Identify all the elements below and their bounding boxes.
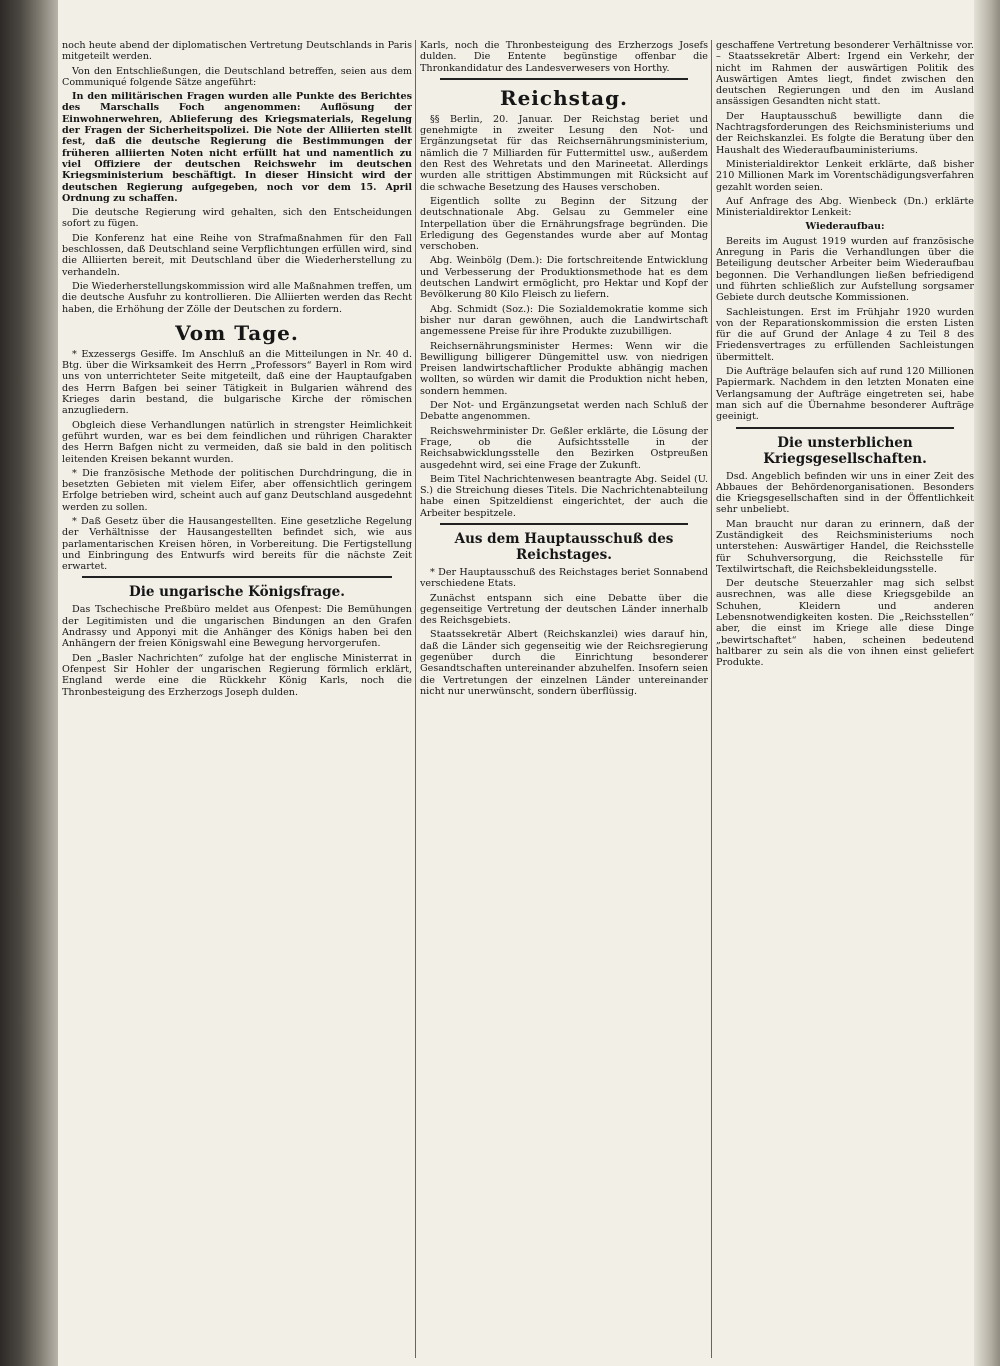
paragraph: Die Wiederherstellungskommission wird alle Maßnahmen treffen, um die deutsche Ausfuhr zu kontrollieren. Die Alliierten werden das Recht haben, die Erhöhung der Zölle der Deutschen zu fordern.: [62, 280, 412, 315]
subsection-label-wiederaufbau: Wiederaufbau:: [805, 221, 885, 233]
section-divider: [736, 427, 954, 429]
paragraph: Der Hauptausschuß bewilligte dann die Nachtragsforderungen des Reichsministeriums und der Reichskanzlei. Es folgte die Beratung über den Haushalt des Wiederaufbauministeriums.: [716, 110, 974, 156]
section-heading-vom-tage: Vom Tage.: [175, 320, 299, 345]
paragraph: Die deutsche Regierung wird gehalten, sich den Entscheidungen sofort zu fügen.: [62, 207, 412, 230]
paragraph: * Daß Gesetz über die Hausangestellten. Eine gesetzliche Regelung der Verhältnisse der Hausangestellten befindet sich, wie aus parlamentarischen Kreisen hören, in Vorbereitung. Die Fertigstellung und Einbringung des Entwurfs wird bereits für die nächste Zeit erwartet.: [62, 515, 412, 573]
paragraph: §§ Berlin, 20. Januar. Der Reichstag beriet und genehmigte in zweiter Lesung den Not- und Ergänzungsetat für das Reichsernährungsministerium, nämlich die 7 Milliarden für Futtermittel usw., außerdem den Rest des Wehretats und den Marineetat. Allerdings wurden alle strittigen Abstimmungen mit Rücksicht auf die schwache Besetzung des Hauses verschoben.: [420, 113, 708, 193]
paragraph: Auf Anfrage des Abg. Wienbeck (Dn.) erklärte Ministerialdirektor Lenkeit:: [716, 195, 974, 219]
section-divider: [82, 576, 392, 578]
paragraph: Von den Entschließungen, die Deutschland betreffen, seien aus dem Communiqué folgende Sätze angeführt:: [62, 65, 412, 88]
paragraph: Den „Basler Nachrichten“ zufolge hat der englische Ministerrat in Ofenpest Sir Hohler der ungarischen Regierung förmlich erklärt, England werde eine die Rückkehr König Karls, noch die Thronbesteigung des Erzherzogs Joseph dulden.: [62, 652, 412, 698]
section-heading-hauptausschuss: Aus dem Hauptausschuß des Reichstages.: [454, 530, 674, 563]
column-rule: [415, 40, 416, 1358]
paragraph: Das Tschechische Preßbüro meldet aus Ofenpest: Die Bemühungen der Legitimisten und die ungarischen Bindungen an den Grafen Andrassy und Apponyi mit die Anhänger des Königs haben bei den Anhängern der freien Königswahl eine Bewegung hervorgerufen.: [62, 604, 412, 650]
column-2: [420, 40, 708, 1358]
paragraph: Zunächst entspann sich eine Debatte über die gegenseitige Vertretung der deutschen Länder innerhalb des Reichsgebiets.: [420, 592, 708, 627]
paragraph: Die Aufträge belaufen sich auf rund 120 Millionen Papiermark. Nachdem in den letzten Monaten eine Verlangsamung der Aufträge eingetreten sei, habe man sich auf die Übernahme besonderer Aufträge geeinigt.: [716, 366, 974, 423]
paragraph: Dsd. Angeblich befinden wir uns in einer Zeit des Abbaues der Behördenorganisationen. Besonders die Kriegsgesellschaften sind in der Öffentlichkeit sehr unbeliebt.: [716, 470, 974, 516]
paragraph: Die Konferenz hat eine Reihe von Strafmaßnahmen für den Fall beschlossen, daß Deutschland seine Verpflichtungen erfüllen wird, sind die Alliierten bereit, mit Deutschland über die Wiederherstellung zu verhandeln.: [62, 232, 412, 278]
paragraph: Eigentlich sollte zu Beginn der Sitzung der deutschnationale Abg. Gelsau zu Gemmeler eine Interpellation über die Ernährungsfrage begründen. Die Erledigung des Gegenstandes wurde aber auf Montag verschoben.: [420, 195, 708, 253]
paragraph: In den militärischen Fragen wurden alle Punkte des Berichtes des Marschalls Foch angenommen: Auflösung der Einwohnerwehren, Ablieferung des Kriegsmaterials, Regelung der Fragen der Sicherheitspolizei. Die Note der Alliierten stellt fest, daß die deutsche Regierung die Bestimmungen der früheren alliierten Noten nicht erfüllt hat und namentlich zu viel Offiziere der deutschen Reichswehr im deutschen Kriegsministerium beschäftigt. In dieser Hinsicht wird der deutschen Regierung aufgegeben, noch vor dem 15. April Ordnung zu schaffen.: [62, 91, 412, 204]
paragraph: Der deutsche Steuerzahler mag sich selbst ausrechnen, was alle diese Kriegsgebilde an Schuhen, Kleidern und anderen Lebensnotwendigkeiten kosten. Die „Reichsstellen“ aber, die einst im Kriege alle diese Dinge „bewirtschaftet“ haben, scheinen bedeutend haltbarer zu sein als die von ihnen einst geliefert Produkte.: [716, 578, 974, 669]
paragraph: * Exzessergs Gesiffe. Im Anschluß an die Mitteilungen in Nr. 40 d. Btg. über die Wirksamkeit des Herrn „Professors“ Bayerl in Rom wird uns von unterrichteter Seite mitgeteilt, daß eine der Hauptaufgaben des Herrn Bafgen bei seiner Tätigkeit in Bulgarien während des Krieges darin bestand, die bulgarische Kirche der römischen anzugliedern.: [62, 348, 412, 417]
paragraph: * Die französische Methode der politischen Durchdringung, die in besetzten Gebieten mit vielem Eifer, aber offensichtlich geringem Erfolge betrieben wird, scheint auch auf ganz Deutschland ausgedehnt werden zu sollen.: [62, 467, 412, 513]
paragraph: Bereits im August 1919 wurden auf französische Anregung in Paris die Verhandlungen über die Beteiligung deutscher Arbeiter beim Wiederaufbau begonnen. Die Verhandlungen ließen befriedigend und führten schließlich zur Aufstellung sorgsamer Gebiete durch deutsche Kommissionen.: [716, 235, 974, 304]
section-heading-ungarische-koenigsfrage: Die ungarische Königsfrage.: [129, 584, 345, 601]
paragraph: Staatssekretär Albert (Reichskanzlei) wies darauf hin, daß die Länder sich gegenseitig wie der Reichsregierung gegenüber durch die Einrichtung besonderer Gesandtschaften untereinander abzuhelfen. Insofern seien die Vertretungen der einzelnen Länder untereinander nicht nur unerwünscht, sondern überflüssig.: [420, 629, 708, 697]
section-heading-reichstag: Reichstag.: [499, 85, 629, 110]
paragraph: Abg. Schmidt (Soz.): Die Sozialdemokratie komme sich bisher nur daran gewöhnen, auch die Landwirtschaft angemessene Preise für ihre Produkte zuzubilligen.: [420, 303, 708, 338]
column-3: [716, 40, 974, 1358]
paragraph: Man braucht nur daran zu erinnern, daß der Zuständigkeit des Reichsministeriums noch unterstehen: Auswärtiger Handel, die Reichsstelle für Schuhversorgung, die Reichsstelle für Textilwirtschaft, die Reichsbekleidungsstelle.: [716, 518, 974, 575]
paragraph: Der Not- und Ergänzungsetat werden nach Schluß der Debatte angenommen.: [420, 400, 708, 423]
column-1: [62, 40, 412, 1358]
section-heading-kriegsgesellschaften: Die unsterblichen Kriegsgesellschaften.: [763, 434, 927, 467]
paragraph: Beim Titel Nachrichtenwesen beantragte Abg. Seidel (U. S.) die Streichung dieses Titels. Die Nachrichtenabteilung habe einen Spitzeldienst eingerichtet, der auch die Arbeiter bespitzele.: [420, 473, 708, 519]
paragraph: Karls, noch die Thronbesteigung des Erzherzogs Josefs dulden. Die Entente begünstige offenbar die Thronkandidatur des Landesverwesers von Horthy.: [420, 40, 708, 74]
section-divider: [440, 523, 688, 525]
paragraph: Reichsernährungsminister Hermes: Wenn wir die Bewilligung billigerer Düngemittel usw. von niedrigen Preisen landwirtschaftlicher Produkte abhängig machen wollten, so würden wir damit die Produktion nicht heben, sondern hemmen.: [420, 340, 708, 397]
paragraph: Ministerialdirektor Lenkeit erklärte, daß bisher 210 Millionen Mark im Vorentschädigungsverfahren gezahlt worden seien.: [716, 158, 974, 193]
paragraph: * Der Hauptausschuß des Reichstages beriet Sonnabend verschiedene Etats.: [420, 566, 708, 590]
book-binding: [0, 0, 58, 1366]
paragraph: Reichswehrminister Dr. Geßler erklärte, die Lösung der Frage, ob die Aufsichtsstelle in der Reichsabwicklungsstelle den Bezirken Ostpreußen ausgedehnt wird, sei eine Frage der Zukunft.: [420, 425, 708, 471]
column-rule: [711, 40, 712, 1358]
page-edge: [974, 0, 1000, 1366]
paragraph: Abg. Weinbölg (Dem.): Die fortschreitende Entwicklung und Verbesserung der Produktionsmethode hat es dem deutschen Landwirt ermöglicht, pro Hektar und Kopf der Bevölkerung 80 Kilo Fleisch zu liefern.: [420, 255, 708, 301]
paragraph: Obgleich diese Verhandlungen natürlich in strengster Heimlichkeit geführt wurden, war es bei dem feindlichen und rührigen Charakter des Herrn Bafgen nicht zu vermeiden, daß sie bald in den politisch leitenden Kreisen bekannt wurden.: [62, 419, 412, 465]
paragraph: geschaffene Vertretung besonderer Verhältnisse vor. – Staatssekretär Albert: Irgend ein Verkehr, der nicht im Rahmen der auswärtigen Politik des Auswärtigen Amtes liegt, findet zwischen den deutschen Regierungen und den im Ausland ansässigen Gesandten nicht statt.: [716, 40, 974, 108]
paragraph: Sachleistungen. Erst im Frühjahr 1920 wurden von der Reparationskommission die ersten Listen für die auf Grund der Anlage 4 zu Teil 8 des Friedensvertrages zu erfüllenden Sachleistungen übermittelt.: [716, 306, 974, 363]
section-divider: [440, 78, 688, 80]
paragraph: noch heute abend der diplomatischen Vertretung Deutschlands in Paris mitgeteilt werden.: [62, 40, 412, 63]
